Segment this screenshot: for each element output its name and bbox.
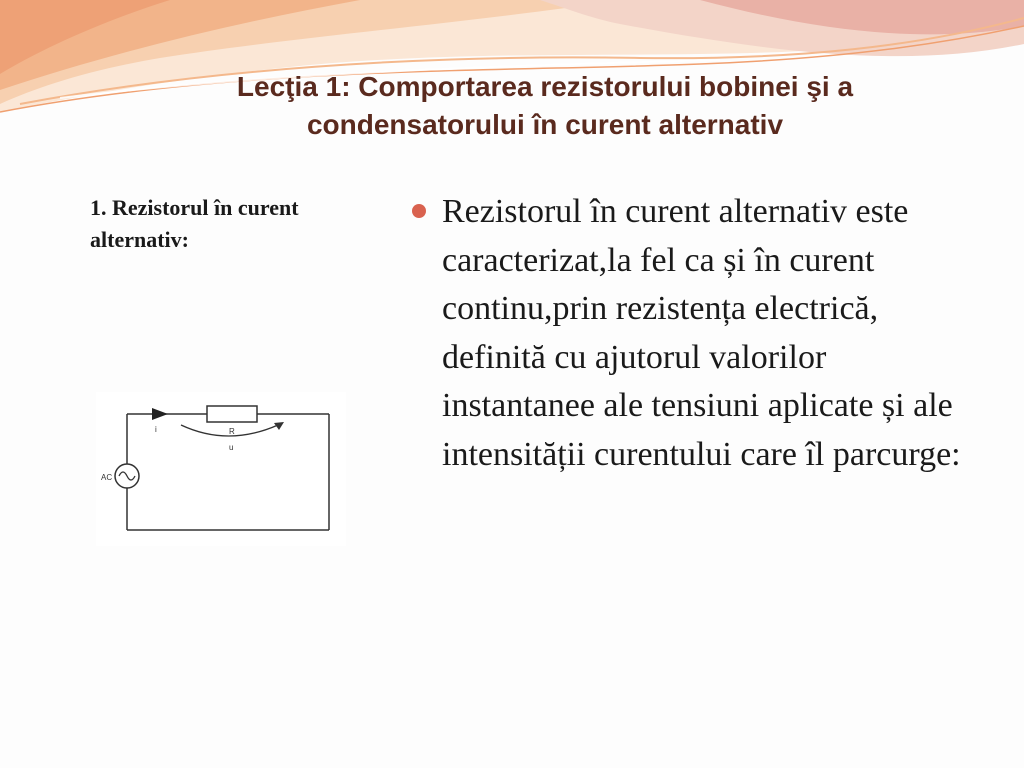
current-arrow-icon [152, 408, 168, 420]
resistor-label: R [229, 427, 235, 436]
body-paragraph: Rezistorul în curent alternativ este caracterizat,la fel ca și în curent continu,prin rezistența electrică, definită cu ajutorul valorilor instantanee ale tensiuni aplicate și ale intensității curentului care îl parcurge: [442, 193, 961, 473]
resistor-circuit-diagram [96, 392, 346, 546]
bullet-icon [412, 204, 426, 218]
slide-title: Lecţia 1: Comportarea rezistorului bobinei şi a condensatorului în curent alternativ [236, 71, 854, 140]
source-label: AC [101, 473, 113, 482]
current-label: i [155, 425, 157, 434]
section-heading: 1. Rezistorul în curent alternativ: [90, 195, 299, 252]
resistor-icon [207, 406, 257, 422]
voltage-label: u [229, 443, 234, 452]
